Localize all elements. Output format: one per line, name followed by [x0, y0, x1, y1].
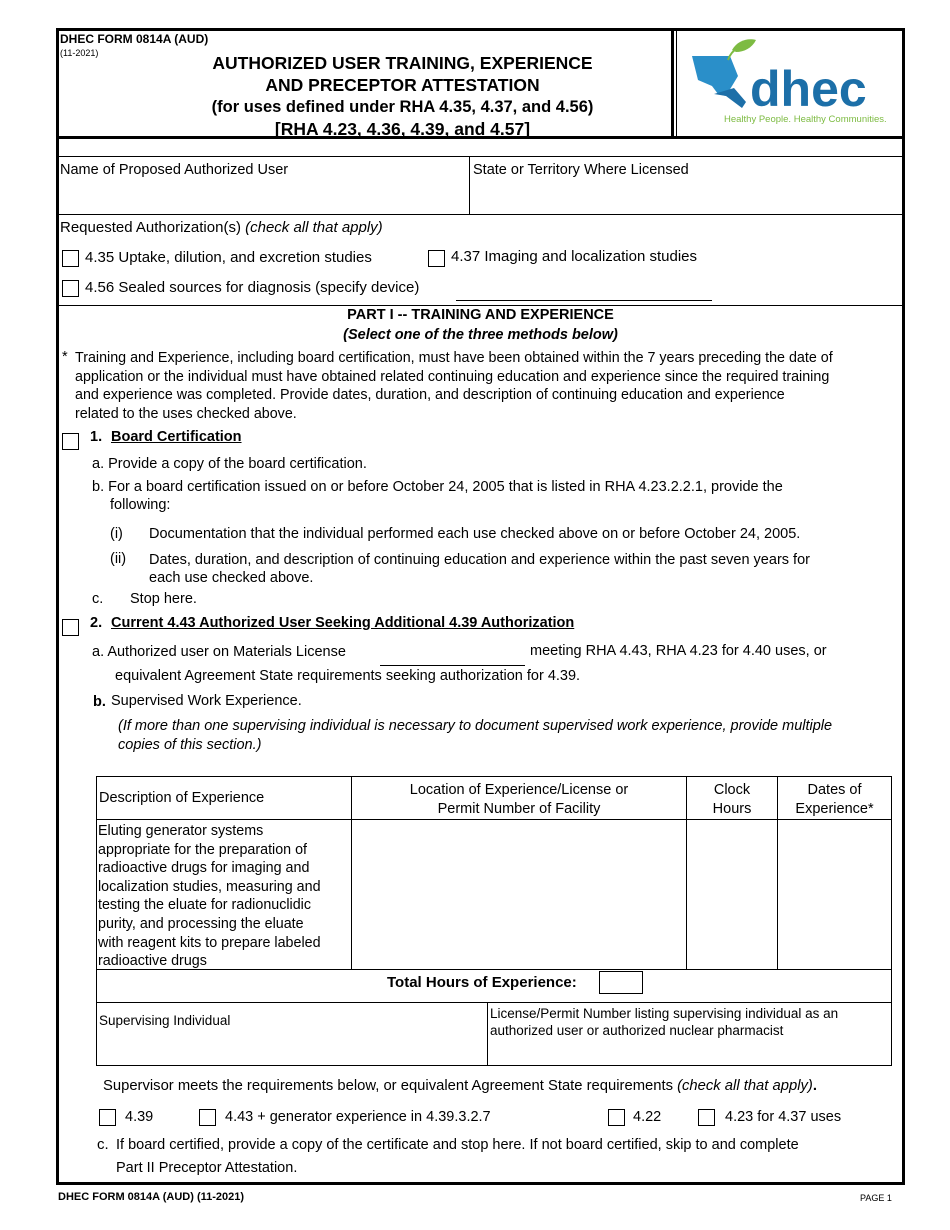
method-2-b-note: (If more than one supervising individual is necessary to document supervised work experience, provide multiple copies of this section.): [118, 718, 833, 753]
method-1-ii-num: (ii): [110, 551, 127, 567]
footer-form-id: DHEC FORM 0814A (AUD) (11-2021): [58, 1191, 245, 1203]
sup-422-label: 4.22: [633, 1109, 662, 1125]
checkbox-sup-423[interactable]: [698, 1109, 715, 1126]
part1-title: PART I -- TRAINING AND EXPERIENCE: [347, 307, 614, 323]
col-clock-hours: Clock Hours: [712, 782, 752, 817]
experience-description: Eluting generator systems appropriate for the preparation of radioactive drugs for imaging and localization studies, measuring and testing the eluate for radionuclidic purity, and processing the eluate with reagent kits to prepare labeled radioactive drugs: [98, 823, 321, 970]
sup-439-label: 4.39: [125, 1109, 154, 1125]
col-dates: Dates of Experience*: [795, 782, 874, 817]
method-1-title: Board Certification: [111, 429, 242, 445]
method-1-ii: Dates, duration, and description of continuing education and experience within the past seven years for each use checked above.: [149, 552, 810, 586]
note-star: *: [62, 349, 68, 365]
table-supervisor-rule: [96, 1002, 892, 1003]
name-input[interactable]: [60, 176, 465, 212]
header-divider-2: [676, 28, 677, 138]
license-number-input[interactable]: [380, 665, 525, 666]
item-c-letter: c.: [97, 1136, 109, 1153]
col-description: Description of Experience: [99, 790, 265, 806]
svg-text:Healthy People. Healthy Commun: Healthy People. Healthy Communities.: [724, 114, 887, 125]
method-1-b: b. For a board certification issued on or before October 24, 2005 that is listed in RHA 4.23.2.2.1, provide the: [92, 479, 783, 495]
method-2-a: a. Authorized user on Materials License: [92, 644, 346, 660]
table-supervisor-divider: [487, 1002, 488, 1066]
option-435-label: 4.35 Uptake, dilution, and excretion studies: [85, 249, 372, 266]
page-number: PAGE 1: [860, 1193, 892, 1203]
supervising-individual-label: Supervising Individual: [99, 1013, 231, 1028]
checkbox-437[interactable]: [428, 250, 445, 267]
method-2-b-title: Supervised Work Experience.: [111, 693, 302, 709]
state-label: State or Territory Where Licensed: [473, 162, 689, 178]
supervisor-requirements: Supervisor meets the requirements below, or equivalent Agreement State requirements (check all that apply).: [103, 1078, 817, 1094]
location-input[interactable]: [353, 822, 684, 967]
method-1-a: a. Provide a copy of the board certification.: [92, 456, 367, 472]
svg-text:dhec: dhec: [750, 61, 867, 117]
fields-divider: [469, 156, 470, 214]
part1-subtitle: (Select one of the three methods below): [343, 327, 618, 343]
name-label: Name of Proposed Authorized User: [60, 162, 289, 178]
state-input[interactable]: [473, 176, 901, 212]
checkbox-method-1[interactable]: [62, 433, 79, 450]
form-date: (11-2021): [60, 48, 99, 58]
method-1-c: Stop here.: [130, 591, 197, 607]
page-title: AUTHORIZED USER TRAINING, EXPERIENCE AND PRECEPTOR ATTESTATION (for uses defined under RHA 4.35, 4.37, and 4.56) [RHA 4.23, 4.36, 4.39, and 4.57]: [211, 53, 594, 139]
header-divider: [671, 28, 674, 138]
checkbox-456[interactable]: [62, 280, 79, 297]
license-permit-label: License/Permit Number listing supervising individual as an authorized user or authorized nuclear pharmacist: [490, 1006, 839, 1038]
device-input-line[interactable]: [456, 300, 712, 301]
method-2-a-cont: meeting RHA 4.43, RHA 4.23 for 4.40 uses, or: [530, 643, 827, 659]
sup-423-label: 4.23 for 4.37 uses: [725, 1109, 842, 1125]
sup-443-label: 4.43 + generator experience in 4.39.3.2.7: [225, 1109, 491, 1125]
header-bottom-rule: [56, 136, 905, 139]
method-2-b-letter: b.: [93, 694, 106, 710]
total-hours-label: Total Hours of Experience:: [387, 974, 577, 991]
method-2-number: 2.: [90, 615, 103, 631]
clock-hours-input[interactable]: [688, 822, 776, 967]
method-1-i: Documentation that the individual performed each use checked above on or before October 24, 2005.: [149, 526, 801, 542]
item-c-text: If board certified, provide a copy of the certificate and stop here. If not board certified, skip to and complete Part II Preceptor Attestation.: [116, 1137, 799, 1176]
checkbox-sup-443[interactable]: [199, 1109, 216, 1126]
table-total-rule: [96, 969, 892, 970]
checkbox-method-2[interactable]: [62, 619, 79, 636]
method-1-number: 1.: [90, 429, 103, 445]
checkbox-sup-439[interactable]: [99, 1109, 116, 1126]
fields-bottom-rule: [56, 214, 905, 215]
method-2-title: Current 4.43 Authorized User Seeking Additional 4.39 Authorization: [111, 615, 575, 631]
dhec-logo: [686, 36, 891, 130]
total-hours-input[interactable]: [599, 971, 643, 994]
method-2-a-line2: equivalent Agreement State requirements seeking authorization for 4.39.: [115, 668, 581, 684]
table-header-rule: [96, 819, 892, 820]
form-id: DHEC FORM 0814A (AUD): [60, 32, 209, 46]
option-437-label: 4.37 Imaging and localization studies: [451, 248, 697, 265]
checkbox-sup-422[interactable]: [608, 1109, 625, 1126]
checkbox-435[interactable]: [62, 250, 79, 267]
authorization-label: Requested Authorization(s) (check all that apply): [60, 219, 383, 236]
method-1-i-num: (i): [110, 526, 123, 542]
option-456-label: 4.56 Sealed sources for diagnosis (specify device): [85, 279, 420, 296]
col-location: Location of Experience/License or Permit Number of Facility: [409, 782, 629, 817]
dates-input[interactable]: [779, 822, 891, 967]
part1-top-rule: [56, 305, 905, 306]
training-note: Training and Experience, including board certification, must have been obtained within the 7 years preceding the date of application or the individual must have obtained related continuing education and experience since the required training and experience was completed. Provide dates, duration, and description of continuing education and experience related to the uses checked above.: [75, 350, 833, 422]
fields-top-rule: [56, 156, 905, 157]
dhec-logo-icon: [686, 36, 891, 130]
method-1-b-cont: following:: [110, 497, 171, 513]
method-1-c-num: c.: [92, 591, 104, 607]
